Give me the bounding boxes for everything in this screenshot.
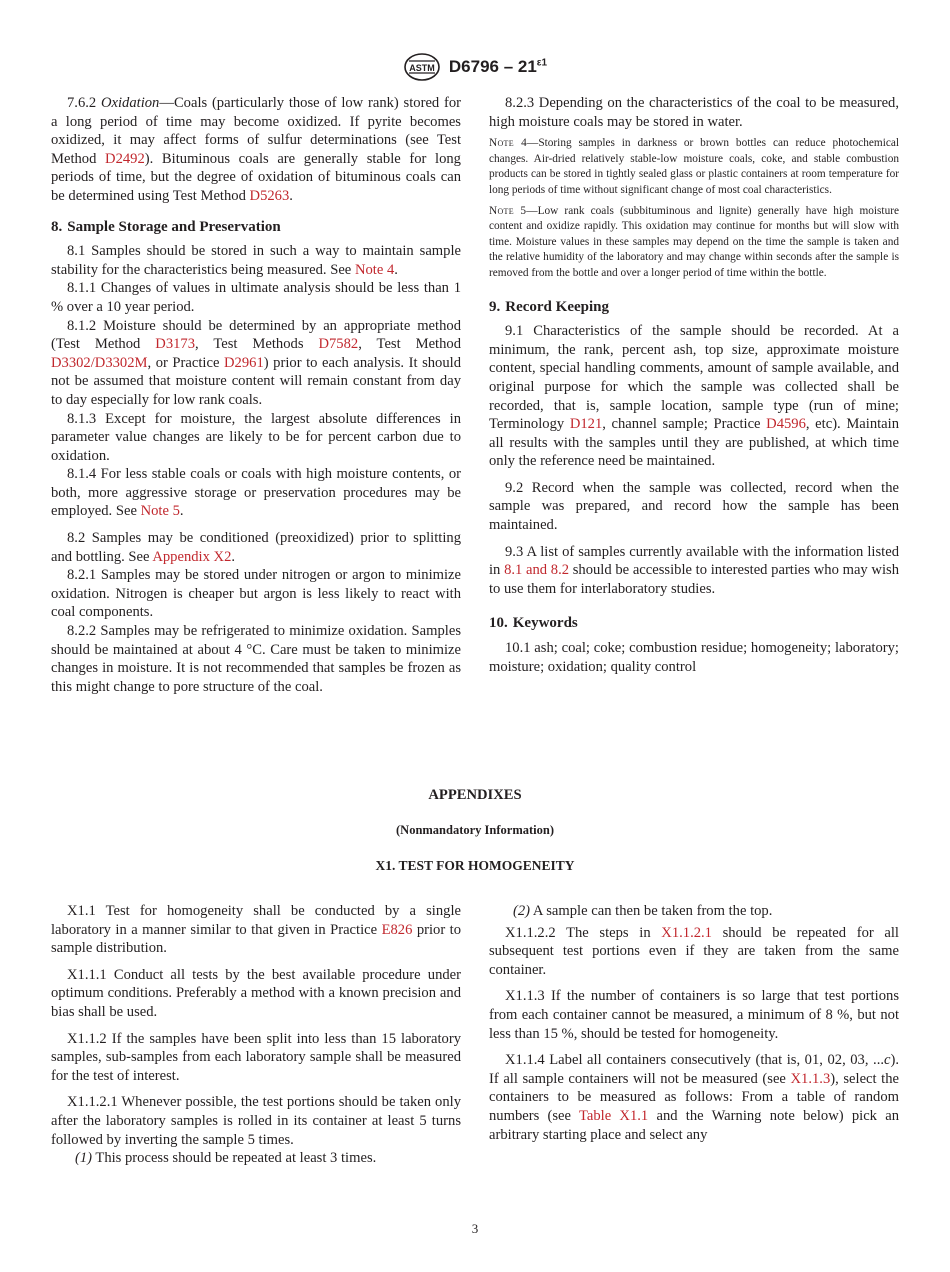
paragraph-8-1-1: 8.1.1 Changes of values in ultimate analysis should be less than 1 % over a 10 year period. <box>51 280 461 315</box>
link-x1-1-2-1[interactable]: X1.1.2.1 <box>661 924 712 941</box>
section-10-heading: 10. Keywords <box>489 615 578 632</box>
section-9-heading: 9. Record Keeping <box>489 298 609 315</box>
page-header <box>0 52 950 82</box>
paragraph-9-1: 9.1 Characteristics of the sample should be recorded. At a minimum, the rank, percent ash, top size, approximate moisture content, special handling comments, amount of sample available, and original purpose for which the sample was collected shall be recorded, that is, sample location, sample type (run of mine; Terminology D121, channel sample; Practice D4596, etc). Maintain all results with the samples until they are published, at which time only the reference need be maintained. <box>489 323 900 470</box>
list-item-1: (1) This process should be repeated at least 3 times. <box>75 1150 377 1167</box>
paragraph-x1-1-4: X1.1.4 Label all containers consecutively (that is, 01, 02, 03, ...c). If all sample containers will not be measured (see X1.1.3), select the containers to be measured as follows: From a table of random numbers (see Table X1.1 and the Warning note below) pick an arbitrary starting place and select any <box>489 1052 899 1143</box>
link-d3173[interactable]: D3173 <box>155 336 196 353</box>
astm-logo-icon <box>403 52 441 82</box>
svg-text:ASTM: ASTM <box>409 63 435 73</box>
paragraph-x1-1-2: X1.1.2 If the samples have been split into less than 15 laboratory samples, sub-samples from each laboratory sample shall be measured for the test of interest. <box>51 1030 461 1084</box>
link-table-x1-1[interactable]: Table X1.1 <box>578 1107 649 1124</box>
paragraph-8-2-1: 8.2.1 Samples may be stored under nitrogen or argon to minimize oxidation. Nitrogen is cheaper but argon is less likely to react with coal components. <box>51 567 461 621</box>
paragraph-10-1: 10.1 ash; coal; coke; combustion residue; homogeneity; laboratory; moisture; oxidation; quality control <box>489 640 899 675</box>
link-d4596[interactable]: D4596 <box>766 416 806 433</box>
section-8-heading: 8. Sample Storage and Preservation <box>51 218 281 235</box>
page-number: 3 <box>471 1221 479 1236</box>
note-5: Note 5—Low rank coals (subbituminous and lignite) generally have high moisture content and oxidize rapidly. This oxidation may continue for months but will slow with time. Moisture values in these samples may depend on the time the sample is taken and the relative humidity of the laboratory and may change within seconds after the sample is removed from the bottle and over a longer period of time within the bottle. <box>489 204 899 279</box>
paragraph-x1-1-3: X1.1.3 If the number of containers is so large that test portions from each container cannot be measured, a minimum of 8 %, but not less than 15 %, should be tested for homogeneity. <box>489 988 899 1042</box>
paragraph-9-2: 9.2 Record when the sample was collected, record when the sample was prepared, and record how the sample has been maintained. <box>489 479 899 534</box>
paragraph-8-1-3: 8.1.3 Except for moisture, the largest absolute differences in parameter value changes are likely to be for percent carbon due to oxidation. <box>51 410 461 464</box>
paragraph-x1-1: X1.1 Test for homogeneity shall be conducted by a single laboratory in a manner similar to that given in Practice E826 prior to sample distribution. <box>51 903 461 957</box>
link-d2961[interactable]: D2961 <box>224 354 264 371</box>
paragraph-8-1: 8.1 Samples should be stored in such a way to maintain sample stability for the characteristics being measured. See Note 4. <box>51 243 461 278</box>
column-2-top <box>489 94 899 676</box>
column-1-top <box>51 94 461 696</box>
link-appendix-x2[interactable]: Appendix X2 <box>152 548 232 565</box>
link-note-4[interactable]: Note 4 <box>354 261 395 278</box>
link-d121[interactable]: D121 <box>569 416 603 433</box>
paragraph-x1-1-1: X1.1.1 Conduct all tests by the best available procedure under optimum conditions. Preferably a method with a known precision and bias shall be used. <box>51 966 461 1020</box>
paragraph-8-1-4: 8.1.4 For less stable coals or coals with high moisture contents, or both, more aggressive storage or preservation procedures may be employed. See Note 5. <box>51 466 461 520</box>
link-d7582[interactable]: D7582 <box>318 336 359 353</box>
x1-heading: X1. TEST FOR HOMOGENEITY <box>375 858 575 873</box>
note-4: Note 4—Storing samples in darkness or brown bottles can reduce photochemical changes. Air-dried relatively stable-low moisture coals, coke, and stable combustion products can be stored in tightly sealed glass or plastic containers at room temperature for long periods of time without significant change of most coal characteristics. <box>489 137 899 196</box>
link-d3302[interactable]: D3302/D3302M <box>51 354 148 371</box>
appendixes-subtitle: (Nonmandatory Information) <box>396 823 554 837</box>
paragraph-8-2-3: 8.2.3 Depending on the characteristics of the coal to be measured, high moisture coals may be stored in water. <box>489 95 899 130</box>
paragraph-x1-1-2-2: X1.1.2.2 The steps in X1.1.2.1 should be repeated for all subsequent test portions even if they are taken from the same container. <box>489 924 899 978</box>
link-e826[interactable]: E826 <box>381 921 413 938</box>
document-code: $D6796 - 21^{\varepsilon 1}$ <box>448 57 548 76</box>
paragraph-9-3: 9.3 A list of samples currently available with the information listed in 8.1 and 8.2 should be accessible to interested parties who may wish to use them for interlaboratory studies. <box>489 543 900 597</box>
list-item-2: (2) A sample can then be taken from the top. <box>513 903 773 919</box>
paragraph-x1-1-2-1: X1.1.2.1 Whenever possible, the test portions should be taken only after the laboratory samples is rolled in its container at least 5 turns followed by inverting the sample 5 times. <box>51 1094 461 1148</box>
paragraph-8-2: 8.2 Samples may be conditioned (preoxidized) prior to splitting and bottling. See Appendix X2. <box>51 530 461 565</box>
link-d2492[interactable]: D2492 <box>105 150 145 167</box>
appendixes-title: APPENDIXES <box>428 787 522 803</box>
column-2-bottom <box>489 902 899 1144</box>
paragraph-8-1-2: 8.1.2 Moisture should be determined by an appropriate method (Test Method D3173, Test Methods D7582, Test Method D3302/D3302M, or Practice D2961) prior to each analysis. It should not be assumed that moisture content will remain constant from day to day especially for low rank coals. <box>51 317 462 408</box>
link-d5263[interactable]: D5263 <box>249 187 290 204</box>
link-x1-1-3[interactable]: X1.1.3 <box>790 1070 831 1087</box>
column-1-bottom <box>51 902 461 1168</box>
link-note-5[interactable]: Note 5 <box>140 503 180 520</box>
paragraph-7-6-2: 7.6.2 Oxidation—Coals (particularly those of low rank) stored for a long period of time may become oxidized. If pyrite becomes oxidized, it may affect forms of sulfur determinations (see Test Method D2492). Bituminous coals are generally stable for long periods of time, but the degree of oxidation of bituminous coals can be determined using Test Method D5263. <box>51 95 461 204</box>
link-8-1-and-8-2[interactable]: 8.1 and 8.2 <box>504 562 570 579</box>
paragraph-8-2-2: 8.2.2 Samples may be refrigerated to minimize oxidation. Samples should be maintained at about 4 °C. Care must be taken to minimize changes in moisture. It is not recommended that samples be frozen as this might change to pore structure of the coal. <box>51 623 461 695</box>
